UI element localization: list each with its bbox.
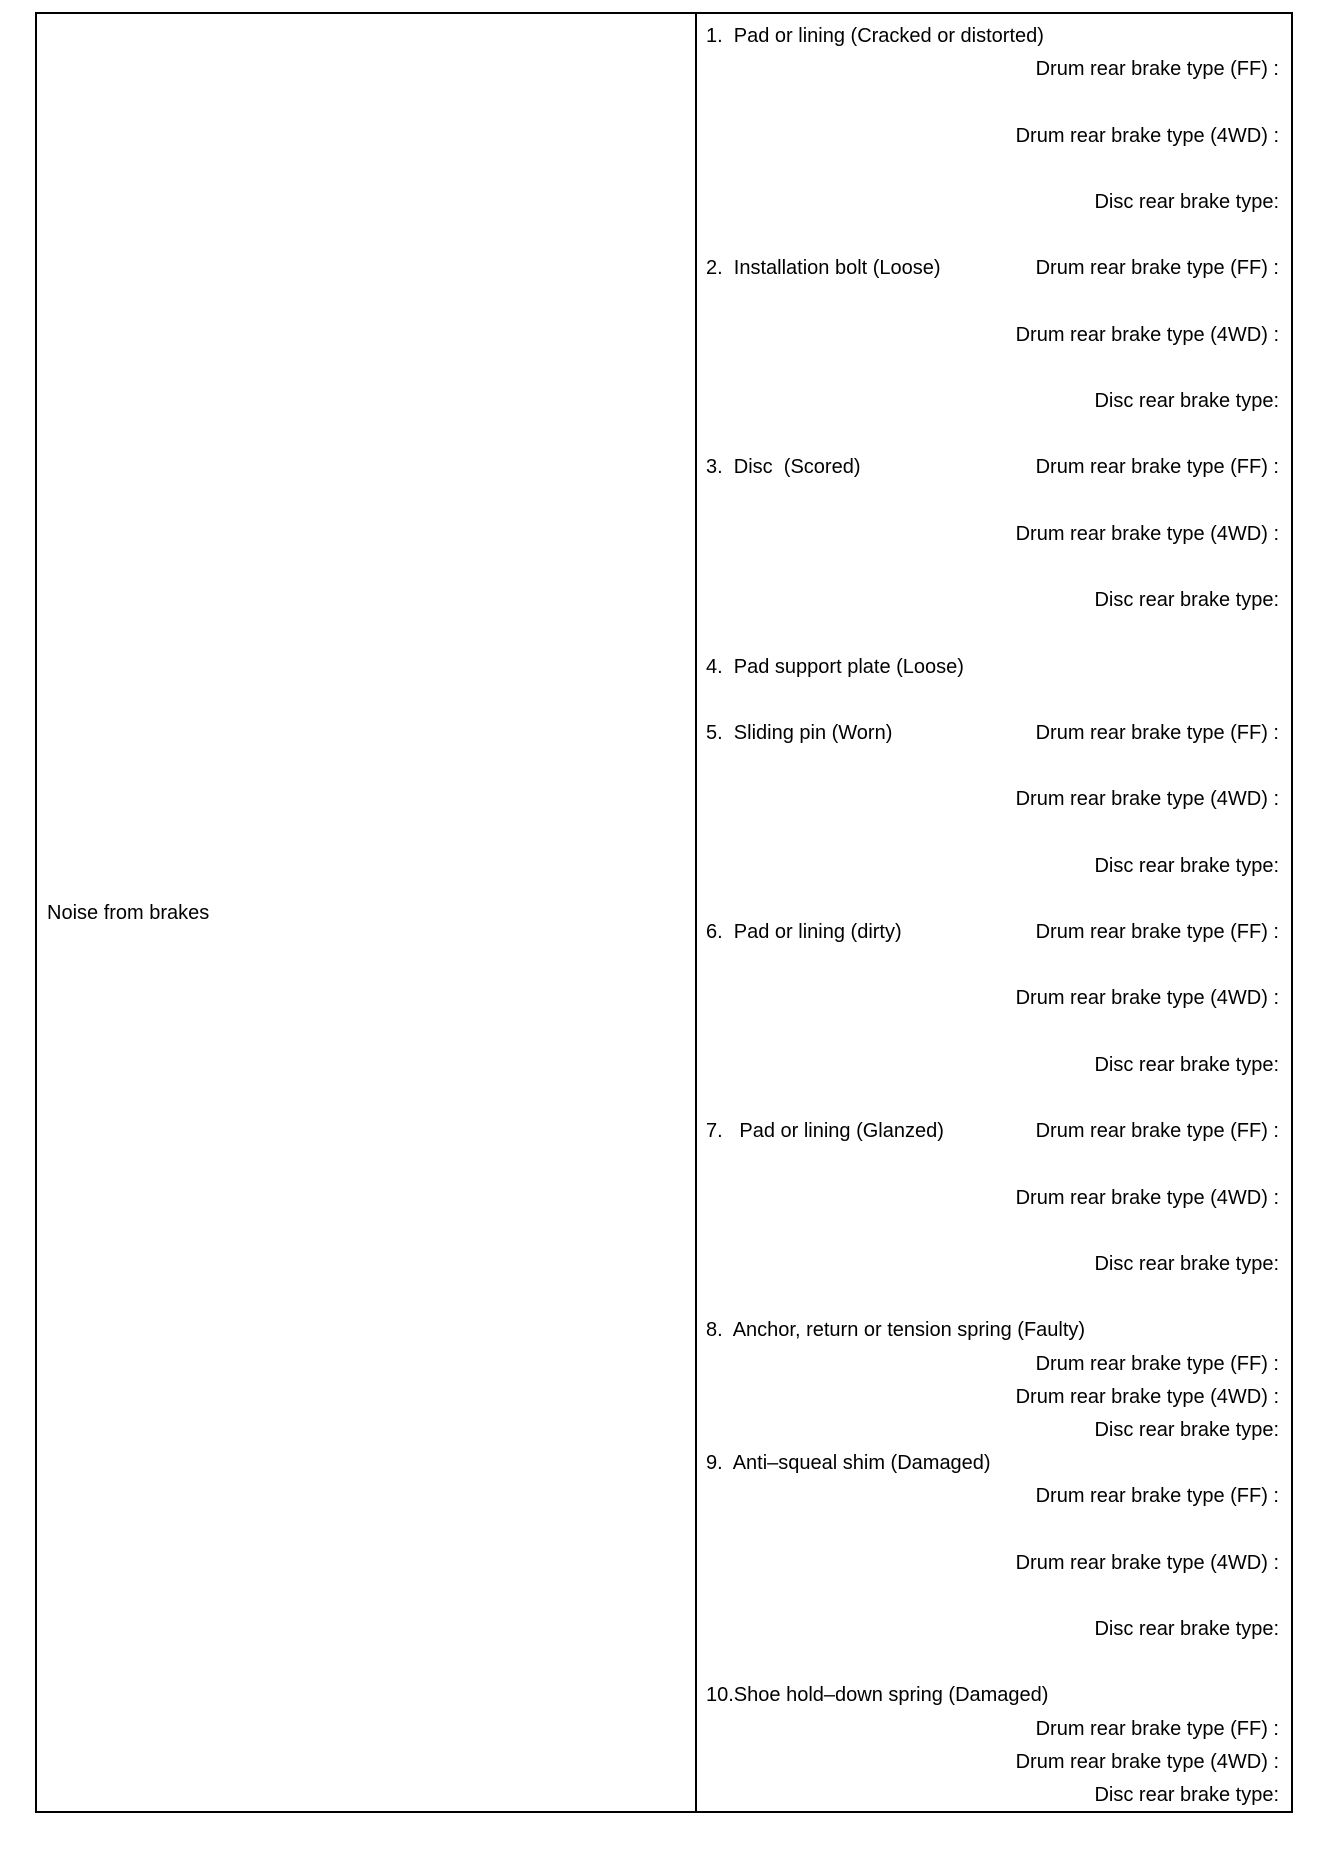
cause-row (697, 1049, 1291, 1082)
cause-item-label: 9. Anti–squeal shim (Damaged) (706, 1452, 991, 1475)
drum-4wd-label: Drum rear brake type (4WD) : (1015, 1750, 1279, 1773)
cause-row (697, 584, 1291, 617)
cause-row (697, 1447, 1291, 1480)
drum-4wd-label: Drum rear brake type (4WD) : (1015, 323, 1279, 346)
disc-label: Disc rear brake type: (1094, 1783, 1279, 1806)
cause-row (697, 252, 1291, 285)
drum-4wd-label: Drum rear brake type (4WD) : (1015, 1385, 1279, 1408)
disc-label: Disc rear brake type: (1094, 190, 1279, 213)
cause-row (697, 717, 1291, 750)
cause-row (697, 1248, 1291, 1281)
cause-row (697, 1713, 1291, 1746)
spacer-row (697, 1148, 1291, 1181)
drum-ff-label: Drum rear brake type (FF) : (1035, 1485, 1279, 1508)
disc-label: Disc rear brake type: (1094, 1618, 1279, 1640)
spacer-row (697, 551, 1291, 584)
cause-row (697, 1779, 1291, 1812)
spacer-row (697, 219, 1291, 252)
drum-ff-label: Drum rear brake type (FF) : (1035, 456, 1279, 479)
cause-item-label: 2. Installation bolt (Loose) (706, 257, 941, 280)
spacer-row (697, 949, 1291, 982)
cause-row (697, 850, 1291, 883)
spacer-row (697, 684, 1291, 717)
spacer-row (697, 750, 1291, 783)
diagnosis-table (35, 12, 1293, 1813)
cause-row (697, 451, 1291, 484)
cause-row (697, 1414, 1291, 1447)
cause-row (697, 186, 1291, 219)
spacer-row (697, 1513, 1291, 1546)
spacer-row (697, 817, 1291, 850)
cause-row (697, 1679, 1291, 1712)
disc-label: Disc rear brake type: (1094, 1418, 1279, 1441)
drum-ff-label: Drum rear brake type (FF) : (1035, 1717, 1279, 1740)
cause-row (697, 120, 1291, 153)
spacer-row (697, 352, 1291, 385)
drum-ff-label: Drum rear brake type (FF) : (1035, 1120, 1279, 1143)
cause-row (697, 1613, 1291, 1646)
spacer-row (697, 617, 1291, 650)
spacer-row (697, 1215, 1291, 1248)
drum-ff-label: Drum rear brake type (FF) : (1035, 921, 1279, 944)
symptom-label: Noise from brakes (47, 902, 210, 924)
drum-4wd-label: Drum rear brake type (4WD) : (1015, 987, 1279, 1010)
spacer-row (697, 153, 1291, 186)
cause-row (697, 53, 1291, 86)
spacer-row (697, 1281, 1291, 1314)
disc-label: Disc rear brake type: (1094, 390, 1279, 413)
spacer-row (697, 1016, 1291, 1049)
disc-label: Disc rear brake type: (1094, 854, 1279, 877)
cause-row (697, 20, 1291, 53)
cause-row (697, 1115, 1291, 1148)
cause-row (697, 1314, 1291, 1347)
cause-row (697, 783, 1291, 816)
cause-row (697, 982, 1291, 1015)
spacer-row (697, 1580, 1291, 1613)
cause-row (697, 385, 1291, 418)
spacer-row (697, 1082, 1291, 1115)
spacer-row (697, 485, 1291, 518)
cause-item-label: 10.Shoe hold–down spring (Damaged) (706, 1684, 1049, 1707)
drum-ff-label: Drum rear brake type (FF) : (1035, 257, 1279, 280)
disc-label: Disc rear brake type: (1094, 1252, 1279, 1275)
symptom-cell (37, 14, 697, 1811)
drum-4wd-label: Drum rear brake type (4WD) : (1015, 1551, 1279, 1574)
cause-item-label: 4. Pad support plate (Loose) (706, 655, 964, 678)
cause-row (697, 1182, 1291, 1215)
drum-4wd-label: Drum rear brake type (4WD) : (1015, 1186, 1279, 1209)
cause-row (697, 518, 1291, 551)
cause-row (697, 651, 1291, 684)
drum-ff-label: Drum rear brake type (FF) : (1035, 721, 1279, 744)
drum-ff-label: Drum rear brake type (FF) : (1035, 1352, 1279, 1375)
cause-item-label: 7. Pad or lining (Glanzed) (706, 1120, 944, 1143)
cause-row (697, 319, 1291, 352)
cause-item-label: 6. Pad or lining (dirty) (706, 921, 902, 944)
cause-item-label: 8. Anchor, return or tension spring (Faulty) (706, 1319, 1086, 1342)
spacer-row (697, 86, 1291, 119)
spacer-row (697, 286, 1291, 319)
cause-row (697, 1348, 1291, 1381)
cause-row (697, 1381, 1291, 1414)
drum-ff-label: Drum rear brake type (FF) : (1035, 58, 1279, 81)
disc-label: Disc rear brake type: (1094, 589, 1279, 612)
spacer-row (697, 418, 1291, 451)
drum-4wd-label: Drum rear brake type (4WD) : (1015, 522, 1279, 545)
cause-row (697, 1547, 1291, 1580)
disc-label: Disc rear brake type: (1094, 1053, 1279, 1076)
spacer-row (697, 883, 1291, 916)
cause-row (697, 1746, 1291, 1779)
cause-item-label: 1. Pad or lining (Cracked or distorted) (706, 25, 1044, 47)
cause-item-label: 5. Sliding pin (Worn) (706, 721, 893, 744)
spacer-row (697, 1646, 1291, 1679)
cause-item-label: 3. Disc (Scored) (706, 456, 861, 479)
causes-cell (697, 14, 1291, 1812)
cause-row (697, 916, 1291, 949)
cause-row (697, 1480, 1291, 1513)
drum-4wd-label: Drum rear brake type (4WD) : (1015, 788, 1279, 811)
drum-4wd-label: Drum rear brake type (4WD) : (1015, 124, 1279, 147)
